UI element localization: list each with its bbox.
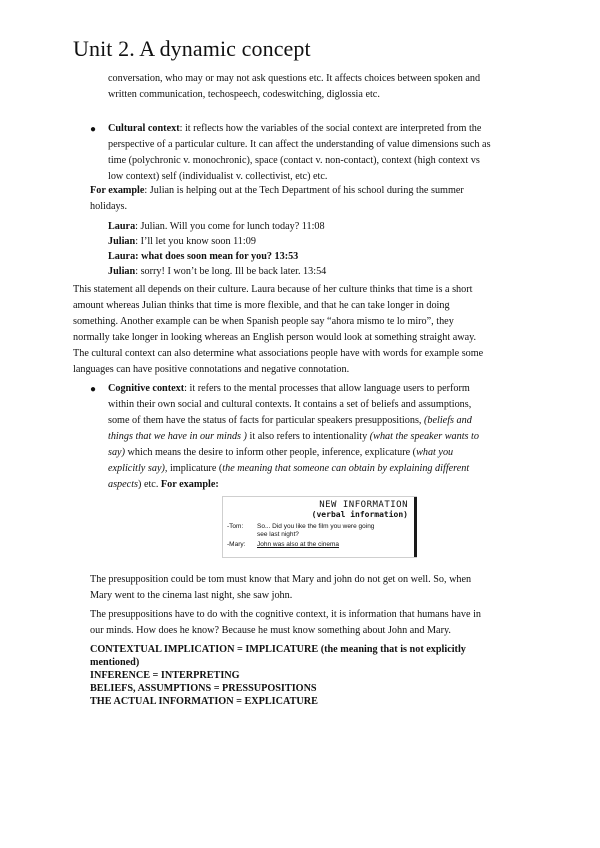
example-paragraph (90, 183, 464, 215)
dialog-line (108, 264, 326, 279)
italic-text: say) (108, 447, 125, 458)
text-line: The presuppositions have to do with the cognitive context, it is information that humans have in (90, 609, 482, 620)
text-line: normally take longer in looking whereas an English person would look at something straight away. (73, 332, 477, 343)
text-line: perspective of a particular culture. It can affect the understanding of value dimensions such as (108, 139, 491, 150)
figure-tom-text-2: see last night? (257, 531, 299, 538)
page-title: Unit 2. A dynamic concept (73, 36, 311, 61)
bold-text: For example: (160, 479, 219, 490)
bullet-icon: ● (90, 124, 97, 135)
text-line: The presupposition could be tom must know that Mary and john do not get on well. So, when (90, 574, 472, 585)
dialog-text: : sorry! I won’t be long. Ill be back later. 13:54 (135, 266, 327, 277)
italic-text: (beliefs and (424, 415, 472, 426)
text-line: conversation, who may or may not ask questions etc. It affects choices between spoken and (108, 73, 481, 84)
text-line: within their own social and cultural contexts. It contains a set of beliefs and assumptions, (108, 399, 472, 410)
text-line: : it reflects how the variables of the social context are interpreted from the (179, 123, 482, 134)
italic-text: (what the speaker wants to (369, 431, 479, 442)
figure-mary-label: -Mary: (227, 541, 246, 548)
text-line: some of them have the status of facts for particular speakers presuppositions, (108, 415, 425, 426)
text-line: This statement all depends on their culture. Laura because of her culture thinks that time is a short (73, 284, 473, 295)
text-line: : it refers to the mental processes that allow language users to perform (184, 383, 470, 394)
text-line: time (polychronic v. monochronic), space (contact v. non-contact), context (high context vs (108, 155, 480, 166)
figure-mary-text: John was also at the cinema (257, 541, 340, 548)
text-line: implicature ( (167, 463, 223, 474)
associations-paragraph (73, 346, 483, 378)
italic-text: what you (416, 447, 454, 458)
cultural-context-term: Cultural context (108, 123, 180, 134)
summary-line: BELIEFS, ASSUMPTIONS = PRESSUPOSITIONS (90, 683, 317, 694)
figure-title: NEW INFORMATION (319, 500, 408, 510)
cultural-context-paragraph (108, 121, 491, 185)
text-line: languages can have positive connotations and negative connotation. (73, 364, 350, 375)
text-line: amount whereas Julian thinks that time is more flexible, and that he can take longer in doing (73, 300, 450, 311)
text-line: written communication, techospeech, codeswitching, diglossia etc. (108, 89, 380, 100)
dialog-text: : I’ll let you know soon 11:09 (135, 236, 256, 247)
text-line: it also refers to intentionality (246, 431, 370, 442)
figure-tom-label: -Tom: (227, 523, 244, 530)
bullet-icon: ● (90, 384, 97, 395)
culture-explanation-paragraph (73, 282, 476, 346)
summary-line: CONTEXTUAL IMPLICATION = IMPLICATURE (the meaning that is not explicitly (90, 644, 466, 655)
summary-definitions (90, 643, 466, 708)
dialog-text: : Julian. Will you come for lunch today? 11:08 (135, 221, 325, 232)
presupposition-paragraph (90, 572, 471, 604)
text-line: ) etc. (138, 479, 161, 490)
intro-paragraph (108, 71, 480, 103)
italic-text: the meaning that someone can obtain by explaining different (222, 463, 470, 474)
italic-text: explicitly say), (108, 463, 168, 474)
italic-text: aspects (108, 479, 138, 490)
new-information-figure (222, 496, 417, 558)
cognitive-explanation-paragraph (90, 607, 481, 639)
text-line: our minds. How does he know? Because he must know something about John and Mary. (90, 625, 451, 636)
summary-line: THE ACTUAL INFORMATION = EXPLICATURE (90, 696, 318, 707)
speaker-name: Julian (108, 266, 136, 277)
text-line: Mary went to the cinema last night, she saw john. (90, 590, 293, 601)
text-line: holidays. (90, 201, 128, 212)
figure-tom-text: So... Did you like the film you were going (257, 523, 375, 530)
text-line: The cultural context can also determine what associations people have with words for example some (73, 348, 484, 359)
speaker-name: Laura (108, 221, 136, 232)
text-line: : Julian is helping out at the Tech Department of his school during the summer (144, 185, 464, 196)
dialog-text: : what does soon mean for you? 13:53 (135, 251, 299, 262)
text-line: low context) self (individualist v. collectivist, etc) etc. (108, 171, 328, 182)
example-label: For example (90, 185, 145, 196)
figure-subtitle: (verbal information) (311, 510, 408, 519)
cognitive-context-paragraph (108, 381, 479, 493)
dialog-line (108, 219, 326, 234)
speaker-name: Julian (108, 236, 136, 247)
chat-dialog (108, 219, 326, 279)
speaker-name: Laura (108, 251, 136, 262)
cognitive-context-term: Cognitive context (108, 383, 185, 394)
text-line: something. Another example can be when Spanish people say “ahora mismo te lo miro”, they (73, 316, 454, 327)
italic-text: things that we have in our minds ) (108, 431, 247, 442)
text-line: which means the desire to inform other people, inference, explicature ( (124, 447, 417, 458)
dialog-line (108, 249, 326, 264)
figure-border-bar (414, 497, 417, 557)
dialog-line (108, 234, 326, 249)
summary-line: INFERENCE = INTERPRETING (90, 670, 240, 681)
summary-line: mentioned) (90, 657, 140, 668)
